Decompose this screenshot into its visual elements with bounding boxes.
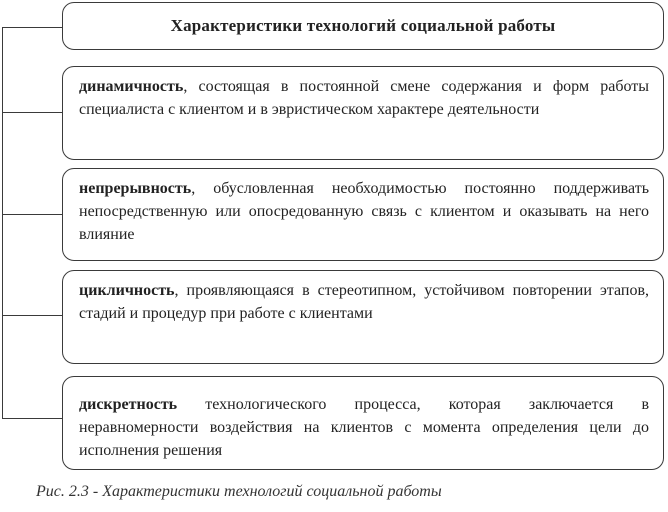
characteristic-box-continuity [62,168,664,261]
connector-item-3 [2,315,62,316]
connector-item-1 [2,112,62,113]
connector-title [2,27,62,28]
figure-caption: Рис. 2.3 - Характеристики технологий социальной работы [36,483,442,500]
characteristic-box-dynamics [62,66,664,160]
diagram-title-box [62,2,664,50]
connector-item-4 [2,418,62,419]
characteristic-text [79,75,649,121]
characteristic-text [79,279,649,325]
connector-trunk [2,27,3,419]
characteristic-text [79,393,649,462]
characteristic-description: технологического процесса, которая заключается в неравномерности воздействия на клиентов с момента определения цели до исполнения решения [79,396,649,459]
connector-item-2 [2,214,62,215]
characteristic-term: динамичность [79,78,184,95]
characteristic-box-discreteness [62,376,664,470]
characteristic-description: , обусловленная необходимостью постоянно поддерживать непосредственную или опосредованную связь с клиентом и оказывать на него влияние [79,180,649,243]
characteristic-description: , проявляющаяся в стереотипном, устойчивом повторении этапов, стадий и процедур при работе с клиентами [79,282,649,322]
characteristic-term: цикличность [79,282,175,299]
characteristic-text [79,177,649,246]
characteristic-term: дискретность [79,396,178,413]
characteristic-term: непрерывность [79,180,192,197]
characteristic-box-cyclicity [62,270,664,364]
characteristic-description: , состоящая в постоянной смене содержания и форм работы специалиста с клиентом и в эвристическом характере деятельности [79,78,649,118]
diagram-title: Характеристики технологий социальной работы [170,16,556,35]
